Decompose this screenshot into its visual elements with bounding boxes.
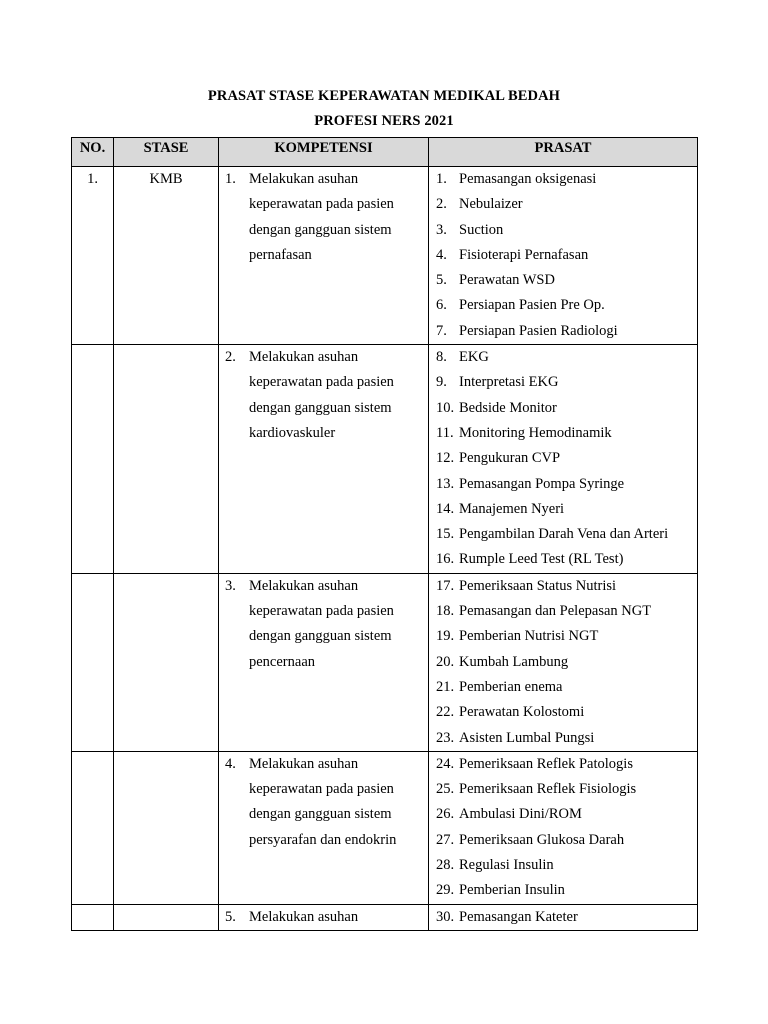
prasat-text: Perawatan WSD <box>459 272 555 289</box>
prasat-number: 25. <box>436 781 455 798</box>
prasat-table <box>71 137 698 931</box>
prasat-number: 10. <box>436 399 455 416</box>
kompetensi-item <box>219 905 428 930</box>
cell-kompetensi <box>219 345 429 574</box>
prasat-text: Regulasi Insulin <box>459 857 554 874</box>
kompetensi-text: Melakukan asuhan keperawatan pada pasien dengan gangguan sistem persyarafan dan endokrin <box>249 755 397 848</box>
prasat-list <box>429 345 697 573</box>
prasat-item <box>429 726 697 751</box>
cell-stase <box>114 573 219 751</box>
cell-stase <box>114 751 219 904</box>
prasat-text: Monitoring Hemodinamik <box>459 424 612 441</box>
prasat-item <box>429 624 697 649</box>
prasat-item <box>429 218 697 243</box>
prasat-text: Pemeriksaan Reflek Fisiologis <box>459 781 637 798</box>
prasat-number: 14. <box>436 500 455 517</box>
kompetensi-item <box>219 574 428 675</box>
kompetensi-item <box>219 345 428 446</box>
prasat-item <box>429 497 697 522</box>
header-no: NO. <box>72 138 114 167</box>
prasat-number: 11. <box>436 424 454 441</box>
cell-no <box>72 904 114 930</box>
prasat-number: 26. <box>436 806 455 823</box>
prasat-text: Perawatan Kolostomi <box>459 704 585 721</box>
prasat-item <box>429 167 697 192</box>
prasat-text: Kumbah Lambung <box>459 653 569 670</box>
prasat-item <box>429 650 697 675</box>
prasat-text: Pemberian Nutrisi NGT <box>459 628 599 645</box>
header-kompetensi: KOMPETENSI <box>219 138 429 167</box>
prasat-text: Pemeriksaan Reflek Patologis <box>459 755 633 772</box>
table-header-row <box>72 138 698 167</box>
table-body <box>72 167 698 931</box>
kompetensi-text: Melakukan asuhan keperawatan pada pasien dengan gangguan sistem pernafasan <box>249 171 394 263</box>
cell-no: 1. <box>72 167 114 345</box>
prasat-item <box>429 700 697 725</box>
prasat-item <box>429 293 697 318</box>
prasat-item <box>429 878 697 903</box>
prasat-number: 7. <box>436 322 447 339</box>
prasat-text: Suction <box>459 221 504 238</box>
document-subtitle: PROFESI NERS 2021 <box>314 113 454 129</box>
prasat-number: 4. <box>436 246 447 263</box>
prasat-item <box>429 446 697 471</box>
kompetensi-text: Melakukan asuhan <box>249 908 359 925</box>
cell-stase: KMB <box>114 167 219 345</box>
prasat-text: Rumple Leed Test (RL Test) <box>459 551 624 568</box>
prasat-text: Asisten Lumbal Pungsi <box>459 729 595 746</box>
prasat-number: 29. <box>436 882 455 899</box>
prasat-number: 12. <box>436 450 455 467</box>
prasat-text: Bedside Monitor <box>459 399 557 416</box>
kompetensi-item <box>219 167 428 268</box>
prasat-text: Pemberian Insulin <box>459 882 565 899</box>
prasat-list <box>429 905 697 930</box>
prasat-text: Persiapan Pasien Pre Op. <box>459 297 605 314</box>
cell-no <box>72 345 114 574</box>
kompetensi-item <box>219 752 428 853</box>
prasat-number: 21. <box>436 678 455 695</box>
kompetensi-text: Melakukan asuhan keperawatan pada pasien dengan gangguan sistem kardiovaskuler <box>249 349 394 441</box>
prasat-item <box>429 777 697 802</box>
prasat-number: 22. <box>436 704 455 721</box>
cell-kompetensi <box>219 904 429 930</box>
prasat-item <box>429 319 697 344</box>
prasat-number: 27. <box>436 831 455 848</box>
header-prasat: PRASAT <box>429 138 698 167</box>
prasat-text: Pengukuran CVP <box>459 450 561 467</box>
cell-prasat <box>429 573 698 751</box>
cell-stase <box>114 904 219 930</box>
prasat-item <box>429 599 697 624</box>
prasat-number: 15. <box>436 526 455 543</box>
cell-no <box>72 751 114 904</box>
prasat-number: 2. <box>436 196 447 213</box>
prasat-number: 23. <box>436 729 455 746</box>
prasat-number: 1. <box>436 171 447 187</box>
prasat-number: 19. <box>436 628 455 645</box>
cell-kompetensi <box>219 167 429 345</box>
cell-kompetensi <box>219 573 429 751</box>
prasat-text: Pemeriksaan Glukosa Darah <box>459 831 625 848</box>
prasat-item <box>429 396 697 421</box>
prasat-number: 16. <box>436 551 455 568</box>
cell-stase <box>114 345 219 574</box>
cell-prasat <box>429 904 698 930</box>
table-row <box>72 904 698 930</box>
prasat-item <box>429 370 697 395</box>
prasat-text: Pemberian enema <box>459 678 563 695</box>
document-title: PRASAT STASE KEPERAWATAN MEDIKAL BEDAH <box>207 88 561 104</box>
prasat-number: 24. <box>436 755 455 772</box>
prasat-text: Ambulasi Dini/ROM <box>459 806 582 823</box>
prasat-number: 6. <box>436 297 447 314</box>
prasat-number: 30. <box>436 908 455 925</box>
prasat-text: Pemeriksaan Status Nutrisi <box>459 577 617 594</box>
prasat-item <box>429 243 697 268</box>
prasat-item <box>429 345 697 370</box>
cell-no <box>72 573 114 751</box>
prasat-number: 18. <box>436 603 455 620</box>
prasat-number: 20. <box>436 653 455 670</box>
prasat-text: Pemasangan dan Pelepasan NGT <box>459 603 652 620</box>
table-row <box>72 573 698 751</box>
prasat-text: EKG <box>459 349 489 366</box>
prasat-text: Pemasangan Pompa Syringe <box>459 475 625 492</box>
kompetensi-text: Melakukan asuhan keperawatan pada pasien dengan gangguan sistem pencernaan <box>249 577 394 670</box>
cell-prasat <box>429 167 698 345</box>
kompetensi-number: 4. <box>225 755 236 772</box>
prasat-item <box>429 268 697 293</box>
kompetensi-number: 5. <box>225 908 236 925</box>
prasat-list <box>429 167 697 344</box>
prasat-item <box>429 802 697 827</box>
prasat-item <box>429 547 697 572</box>
cell-kompetensi <box>219 751 429 904</box>
prasat-text: Manajemen Nyeri <box>459 500 565 517</box>
cell-prasat <box>429 751 698 904</box>
prasat-text: Persiapan Pasien Radiologi <box>459 322 618 339</box>
prasat-item <box>429 675 697 700</box>
prasat-item <box>429 192 697 217</box>
table-row <box>72 751 698 904</box>
kompetensi-number: 2. <box>225 349 236 366</box>
prasat-text: Interpretasi EKG <box>459 374 559 391</box>
prasat-item <box>429 522 697 547</box>
prasat-number: 3. <box>436 221 447 238</box>
prasat-text: Pengambilan Darah Vena dan Arteri <box>459 526 669 543</box>
prasat-number: 5. <box>436 272 447 289</box>
prasat-text: Pemasangan Kateter <box>459 908 578 925</box>
prasat-item <box>429 421 697 446</box>
kompetensi-number: 1. <box>225 171 236 187</box>
prasat-number: 8. <box>436 349 447 366</box>
prasat-list <box>429 574 697 751</box>
prasat-number: 28. <box>436 857 455 874</box>
kompetensi-number: 3. <box>225 577 236 594</box>
prasat-text: Fisioterapi Pernafasan <box>459 246 589 263</box>
prasat-text: Nebulaizer <box>459 196 523 213</box>
prasat-item <box>429 574 697 599</box>
prasat-list <box>429 752 697 904</box>
cell-prasat <box>429 345 698 574</box>
table-row <box>72 345 698 574</box>
prasat-item <box>429 472 697 497</box>
prasat-item <box>429 828 697 853</box>
prasat-number: 13. <box>436 475 455 492</box>
header-stase: STASE <box>114 138 219 167</box>
prasat-item <box>429 905 697 930</box>
prasat-number: 9. <box>436 374 447 391</box>
prasat-text: Pemasangan oksigenasi <box>459 171 597 187</box>
prasat-item <box>429 752 697 777</box>
table-row <box>72 167 698 345</box>
prasat-number: 17. <box>436 577 455 594</box>
prasat-item <box>429 853 697 878</box>
